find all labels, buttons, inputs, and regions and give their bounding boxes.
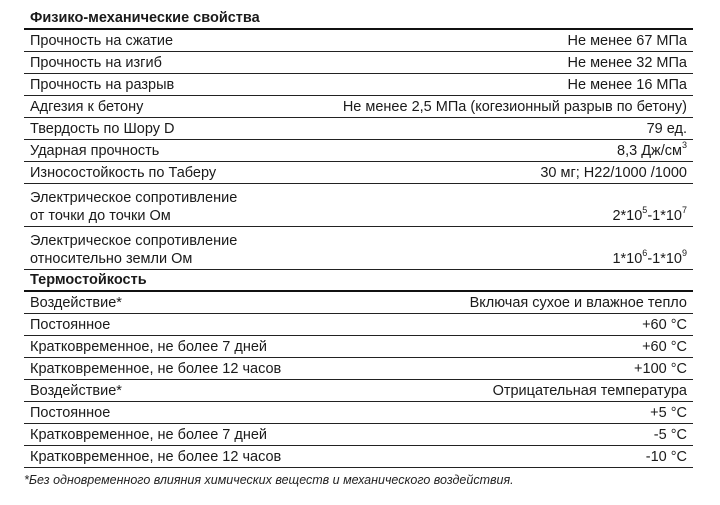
value-superscript: 5 — [642, 205, 648, 216]
property-label: Прочность на разрыв — [30, 77, 175, 93]
property-value: Не менее 16 МПа — [567, 77, 687, 93]
table-row — [24, 424, 693, 446]
table-row — [24, 74, 693, 96]
property-label: Кратковременное, не более 7 дней — [30, 339, 268, 355]
property-value: +5 °C — [650, 405, 687, 421]
table-row — [24, 140, 693, 162]
property-value — [612, 207, 687, 225]
property-value: +100 °C — [634, 361, 687, 377]
property-label: Адгезия к бетону — [30, 99, 144, 115]
property-label: Кратковременное, не более 12 часов — [30, 449, 282, 465]
value-superscript: 6 — [642, 248, 648, 259]
property-value: +60 °C — [642, 317, 687, 333]
property-label: Воздействие* — [30, 295, 122, 311]
footnote: *Без одновременного влияния химических веществ и механического воздействия. — [24, 473, 514, 487]
table-row — [24, 336, 693, 358]
property-label: Воздействие* — [30, 383, 122, 399]
property-value: 79 ед. — [646, 121, 687, 137]
section-title: Физико-механические свойства — [30, 10, 260, 26]
table-row — [24, 227, 693, 270]
section-title: Термостойкость — [30, 272, 147, 288]
table-row — [24, 162, 693, 184]
property-value: Включая сухое и влажное тепло — [469, 295, 687, 311]
table-row — [24, 118, 693, 140]
table-row — [24, 292, 693, 314]
property-label: Твердость по Шору D — [30, 121, 175, 137]
property-label-line-2: относительно земли Ом — [30, 251, 193, 267]
table-row — [24, 402, 693, 424]
property-label: Износостойкость по Таберу — [30, 165, 217, 181]
value-text: -1*10 — [647, 251, 682, 267]
property-value: Не менее 67 МПа — [567, 33, 687, 49]
section-header-thermal — [24, 270, 693, 292]
property-value — [612, 250, 687, 268]
properties-table — [24, 8, 693, 468]
table-row — [24, 184, 693, 227]
property-label: Ударная прочность — [30, 143, 160, 159]
property-label — [30, 189, 237, 225]
table-row — [24, 30, 693, 52]
property-value: Не менее 2,5 МПа (когезионный разрыв по бетону) — [342, 99, 687, 115]
property-label: Кратковременное, не более 12 часов — [30, 361, 282, 377]
table-row — [24, 314, 693, 336]
property-label-line-1: Электрическое сопротивление — [30, 190, 238, 206]
property-label: Постоянное — [30, 405, 111, 421]
table-row — [24, 52, 693, 74]
value-superscript: 3 — [681, 140, 687, 151]
property-value: Не менее 32 МПа — [567, 55, 687, 71]
value-superscript: 7 — [681, 205, 687, 216]
property-value: 30 мг; H22/1000 /1000 — [540, 165, 687, 181]
value-text: 1*10 — [612, 251, 643, 267]
property-value: -10 °C — [645, 449, 687, 465]
property-label: Прочность на изгиб — [30, 55, 162, 71]
property-value: Отрицательная температура — [492, 383, 687, 399]
property-label: Постоянное — [30, 317, 111, 333]
property-value — [617, 142, 687, 160]
section-header-mechanical — [24, 8, 693, 30]
value-text: 2*10 — [612, 208, 643, 224]
property-label: Кратковременное, не более 7 дней — [30, 427, 268, 443]
property-label — [30, 232, 237, 268]
property-value: +60 °C — [642, 339, 687, 355]
property-label: Прочность на сжатие — [30, 33, 174, 49]
table-row — [24, 358, 693, 380]
property-label-line-1: Электрическое сопротивление — [30, 233, 238, 249]
table-row — [24, 96, 693, 118]
value-text: 8,3 Дж/см — [617, 143, 682, 159]
property-label-line-2: от точки до точки Ом — [30, 208, 171, 224]
property-value: -5 °C — [653, 427, 687, 443]
value-text: -1*10 — [647, 208, 682, 224]
table-row — [24, 446, 693, 468]
value-superscript: 9 — [681, 248, 687, 259]
table-row — [24, 380, 693, 402]
